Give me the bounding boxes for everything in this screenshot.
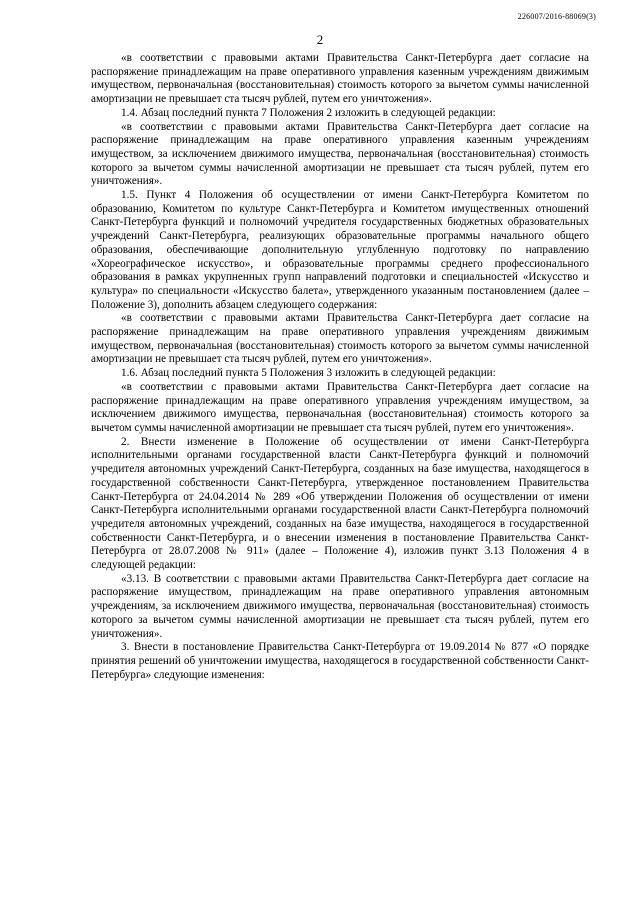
page-number: 2 bbox=[316, 32, 324, 47]
paragraph: «в соответствии с правовыми актами Правительства Санкт-Петербурга дает согласие на распоряжение принадлежащим на праве оперативного управления казенным учреждениям движимым имуществом, первоначальная (восстановительная) стоимость которого за вычетом суммы начисленной амортизации не превышает ста тысяч рублей, путем его уничтожения». bbox=[91, 52, 589, 106]
paragraph: 1.4. Абзац последний пункта 7 Положения 2 изложить в следующей редакции: bbox=[121, 106, 496, 119]
paragraph: 2. Внести изменение в Положение об осуществлении от имени Санкт-Петербурга исполнительными органами государственной власти Санкт-Петербурга функций и полномочий учредителя автономных учреждений Санкт-Петербурга, созданных на базе имущества, находящегося в государственной собственности Санкт-Петербурга, утвержденное постановлением Правительства Санкт-Петербурга от 24.04.2014 № 289 «Об утверждении Положения об осуществлении от имени Санкт-Петербурга исполнительными органами государственной власти Санкт-Петербурга полномочий учредителя автономных учреждений, созданных на базе имущества, находящегося в государственной собственности Санкт-Петербурга, и о внесении изменения в постановление Правительства Санкт-Петербурга от 28.07.2008 № 911» (далее – Положение 4), изложив пункт 3.13 Положения 4 в следующей редакции: bbox=[91, 435, 589, 572]
paragraph: 1.5. Пункт 4 Положения об осуществлении от имени Санкт-Петербурга Комитетом по образованию, Комитетом по культуре Санкт-Петербурга и Комитетом имущественных отношений Санкт-Петербурга функций и полномочий учредителя государственных бюджетных образовательных учреждений Санкт-Петербурга, реализующих образовательные программы начального общего образования, обеспечивающие дополнительную углубленную подготовку по направлению «Хореографическое искусство», и образовательные программы среднего профессионального образования в рамках укрупненных групп направлений подготовки и специальностей «Искусство и культура» по специальности «Искусство балета», утвержденного указанным постановлением (далее – Положение 3), дополнить абзацем следующего содержания: bbox=[91, 189, 589, 311]
paragraph: 1.6. Абзац последний пункта 5 Положения 3 изложить в следующей редакции: bbox=[121, 367, 496, 380]
paragraph: «в соответствии с правовыми актами Правительства Санкт-Петербурга дает согласие на распоряжение принадлежащим на праве оперативного управления учреждениям движимым имуществом, первоначальная (восстановительная) стоимость которого за вычетом суммы начисленной амортизации не превышает ста тысяч рублей, путем его уничтожения». bbox=[91, 312, 589, 366]
document-body bbox=[91, 52, 589, 682]
paragraph: «в соответствии с правовыми актами Правительства Санкт-Петербурга дает согласие на распоряжение принадлежащим на праве оперативного управления учреждениям имуществом, за исключением движимого имущества, первоначальная (восстановительная) стоимость которого за вычетом суммы начисленной амортизации не превышает ста тысяч рублей, путем его уничтожения». bbox=[91, 380, 589, 434]
paragraph: 3. Внести в постановление Правительства Санкт-Петербурга от 19.09.2014 № 877 «О порядке принятия решений об уничтожении имущества, находящегося в государственной собственности Санкт-Петербурга» следующие изменения: bbox=[91, 641, 589, 681]
paragraph: «в соответствии с правовыми актами Правительства Санкт-Петербурга дает согласие на распоряжение принадлежащим на праве оперативного управления казенным учреждениям имуществом, за исключением движимого имущества, первоначальная (восстановительная) стоимость которого за вычетом суммы начисленной амортизации не превышает ста тысяч рублей, путем его уничтожения». bbox=[91, 120, 589, 188]
document-code: 226007/2016-88069(3) bbox=[517, 12, 596, 21]
paragraph: «3.13. В соответствии с правовыми актами Правительства Санкт-Петербурга дает согласие на распоряжение имуществом, принадлежащим на праве оперативного управления автономным учреждениям, за исключением движимого имущества, первоначальная (восстановительная) стоимость которого за вычетом суммы начисленной амортизации не превышает ста тысяч рублей, путем его уничтожения». bbox=[91, 572, 589, 640]
